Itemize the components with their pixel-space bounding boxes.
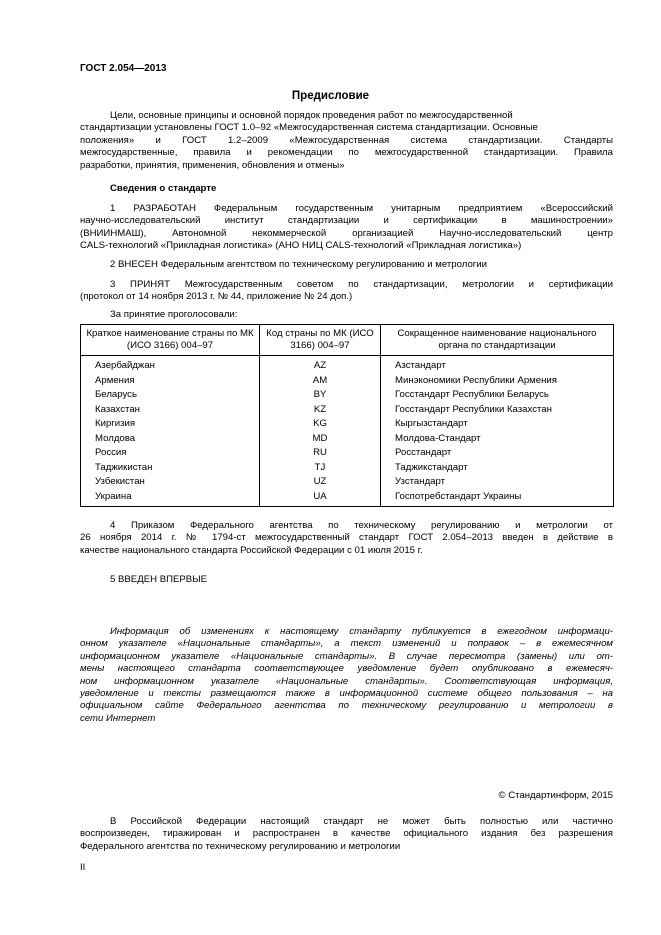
vote-label: За принятие проголосовали: [110,309,238,320]
body-cell: Госстандарт Республики Казахстан [381,403,614,418]
table-row [81,446,614,461]
document-header: ГОСТ 2.054—2013 [80,63,167,74]
info-line: уведомление и тексты размещаются также в информационной системе общего пользования – на [80,688,613,700]
table-header-row [81,325,614,356]
item-4-paragraph [80,520,613,557]
page-number: II [80,862,86,873]
table-row [81,461,614,476]
item-1-paragraph [80,203,613,253]
country-cell: Узбекистан [81,475,260,490]
table-row [81,388,614,403]
code-cell: KG [260,417,381,432]
body-cell: Госпотребстандарт Украины [381,490,614,507]
item-3-line: 3 ПРИНЯТ Межгосударственным советом по стандартизации, метрологии и сертификации [110,279,613,290]
standard-info-subheading: Сведения о стандарте [110,183,217,194]
country-cell: Беларусь [81,388,260,403]
info-line: Информация об изменениях к настоящему стандарту публикуется в ежегодном информаци- [110,626,613,637]
body-cell: Молдова-Стандарт [381,432,614,447]
info-line: онном указателе «Национальные стандарты», а текст изменений и поправок – в ежемесячном [80,638,613,650]
country-cell: Киргизия [81,417,260,432]
code-cell: UZ [260,475,381,490]
code-cell: UA [260,490,381,507]
body-cell: Таджикстандарт [381,461,614,476]
rights-line: воспроизведен, тиражирован и распространен в качестве официального издания без разрешения [80,828,613,840]
country-cell: Армения [81,374,260,389]
column-header-country: Краткое наименование страны по МК (ИСО 3166) 004–97 [81,325,260,356]
table-row [81,403,614,418]
intro-line: межгосударственные, правила и рекомендации по межгосударственной стандартизации. Правила [80,147,613,159]
intro-line: положения» и ГОСТ 1.2–2009 «Межгосударственная система стандартизации. Стандарты [80,134,613,146]
intro-line: стандартизации установлены ГОСТ 1.0–92 «Межгосударственная система стандартизации. Основные [80,122,538,134]
body-cell: Узстандарт [381,475,614,490]
item-1-line: научно-исследовательский институт стандартизации и сертификации в машиностроении» [80,215,613,227]
code-cell: MD [260,432,381,447]
item-4-line: 4 Приказом Федерального агентства по техническому регулированию и метрологии от [110,520,613,531]
rights-line: В Российской Федерации настоящий стандарт не может быть полностью или частично [110,816,613,827]
country-cell: Азербайджан [81,356,260,374]
intro-line: разработки, принятия, применения, обновления и отмены» [80,159,345,171]
table-row [81,417,614,432]
code-cell: AZ [260,356,381,374]
country-cell: Россия [81,446,260,461]
item-1-line: (ВНИИНМАШ), Автономной некоммерческой организацией Научно-исследовательский центр [80,227,613,239]
body-cell: Минэкономики Республики Армения [381,374,614,389]
item-1-line: 1 РАЗРАБОТАН Федеральным государственным унитарным предприятием «Всероссийский [110,203,613,214]
info-line: сети Интернет [80,712,156,724]
table-row [81,432,614,447]
body-cell: Госстандарт Республики Беларусь [381,388,614,403]
body-cell: Росстандарт [381,446,614,461]
country-cell: Таджикистан [81,461,260,476]
item-4-line: 26 ноября 2014 г. № 1794-ст межгосударственный стандарт ГОСТ 2.054–2013 введен в действие в [80,532,613,544]
member-states-table [80,324,614,507]
info-line: мены настоящего стандарта соответствующее уведомление будет опубликовано в ежемесяч- [80,663,613,675]
info-notice-paragraph [80,626,613,725]
copyright-notice: © Стандартинформ, 2015 [498,790,613,801]
table-row [81,490,614,507]
info-line: официальном сайте Федерального агентства по техническому регулированию и метрологии в [80,700,613,712]
table-row [81,374,614,389]
intro-paragraph [80,110,613,172]
table-row [81,475,614,490]
intro-line: Цели, основные принципы и основной порядок проведения работ по межгосударственной [110,110,513,121]
info-line: информационном указателе «Национальные стандарты». В случае пересмотра (замены) или от- [80,650,613,662]
item-3-paragraph [80,279,613,304]
country-cell: Украина [81,490,260,507]
body-cell: Кыргызстандарт [381,417,614,432]
item-3-line: (протокол от 14 ноября 2013 г. № 44, приложение № 24 доп.) [80,291,353,303]
item-2-paragraph: 2 ВНЕСЕН Федеральным агентством по техническому регулированию и метрологии [110,259,488,270]
body-cell: Азстандарт [381,356,614,374]
code-cell: RU [260,446,381,461]
info-line: ном информационном указателе «Национальные стандарты». Соответствующая информация, [80,675,613,687]
table-row [81,356,614,374]
code-cell: KZ [260,403,381,418]
code-cell: TJ [260,461,381,476]
item-1-line: CALS-технологий «Прикладная логистика» (АНО НИЦ CALS-технологий «Прикладная логистика») [80,240,522,252]
country-cell: Казахстан [81,403,260,418]
page-title: Предисловие [291,90,370,102]
column-header-code: Код страны по МК (ИСО 3166) 004–97 [260,325,381,356]
code-cell: BY [260,388,381,403]
item-5-paragraph: 5 ВВЕДЕН ВПЕРВЫЕ [110,574,208,585]
item-4-line: качестве национального стандарта Российской Федерации с 01 июля 2015 г. [80,544,423,556]
column-header-body: Сокращенное наименование национального органа по стандартизации [381,325,614,356]
rights-line: Федерального агентства по техническому регулированию и метрологии [80,840,401,852]
country-cell: Молдова [81,432,260,447]
code-cell: AM [260,374,381,389]
rights-paragraph [80,816,613,853]
